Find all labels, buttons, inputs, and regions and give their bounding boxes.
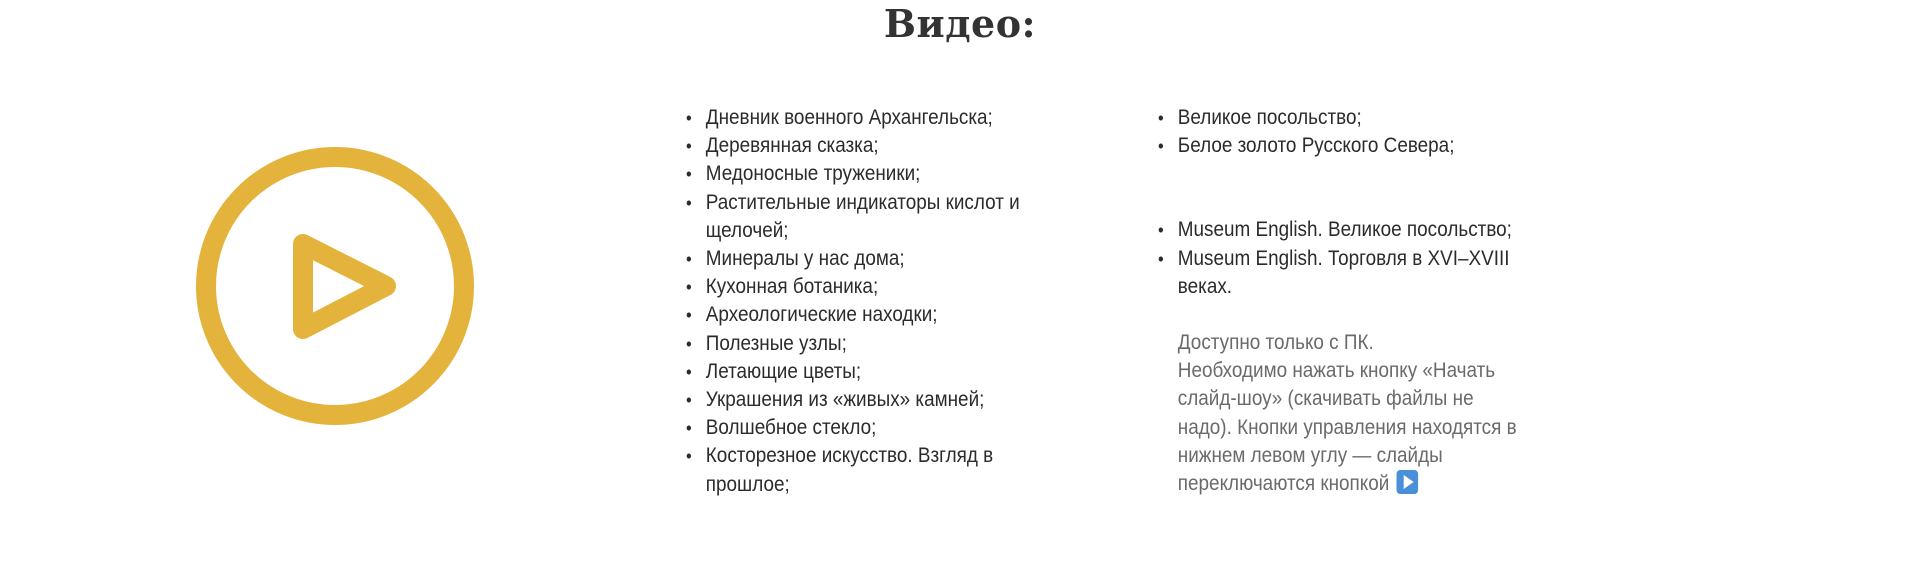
right-video-column bbox=[1158, 104, 1527, 498]
note-instructions: Необходимо нажать кнопку «Начать слайд-шоу» (скачивать файлы не надо). Кнопки управления находятся в нижнем левом углу — слайды переключаются кнопкой bbox=[1177, 359, 1517, 496]
list-item[interactable]: • Медоносные труженики; bbox=[686, 160, 1073, 188]
list-item[interactable]: • Минералы у нас дома; bbox=[686, 245, 1073, 273]
list-spacer bbox=[1158, 160, 1527, 216]
list-item[interactable]: • Деревянная сказка; bbox=[686, 132, 1073, 160]
list-item[interactable]: • Полезные узлы; bbox=[686, 330, 1073, 358]
list-item[interactable]: • Museum English. Великое посольство; bbox=[1158, 216, 1527, 244]
list-item[interactable]: • Museum English. Торговля в XVI–XVIII веках. bbox=[1158, 245, 1527, 301]
left-video-list bbox=[686, 104, 1073, 499]
list-item[interactable]: • Великое посольство; bbox=[1158, 104, 1527, 132]
list-item[interactable]: • Волшебное стекло; bbox=[686, 414, 1073, 442]
right-video-list-top bbox=[1158, 104, 1527, 160]
list-item[interactable]: • Дневник военного Архангельска; bbox=[686, 104, 1073, 132]
play-triangle bbox=[303, 244, 386, 329]
play-circle-ring bbox=[206, 157, 464, 415]
note-line-1: Доступно только с ПК. bbox=[1177, 331, 1374, 355]
page-title: Видео: bbox=[883, 1, 1037, 46]
note-line-2 bbox=[1178, 357, 1527, 498]
list-item[interactable]: • Украшения из «живых» камней; bbox=[686, 386, 1073, 414]
play-button-emoji-icon bbox=[1396, 470, 1418, 494]
list-item[interactable]: • Растительные индикаторы кислот и щелочей; bbox=[686, 189, 1073, 245]
left-video-column bbox=[686, 104, 1073, 499]
list-item[interactable]: • Белое золото Русского Севера; bbox=[1158, 132, 1527, 160]
right-video-list-bottom bbox=[1158, 216, 1527, 301]
play-circle-icon[interactable] bbox=[196, 147, 474, 425]
pc-only-note bbox=[1158, 329, 1527, 498]
list-item[interactable]: • Косторезное искусство. Взгляд в прошлое; bbox=[686, 442, 1073, 498]
list-item[interactable]: • Кухонная ботаника; bbox=[686, 273, 1073, 301]
list-item[interactable]: • Археологические находки; bbox=[686, 301, 1073, 329]
list-item[interactable]: • Летающие цветы; bbox=[686, 358, 1073, 386]
